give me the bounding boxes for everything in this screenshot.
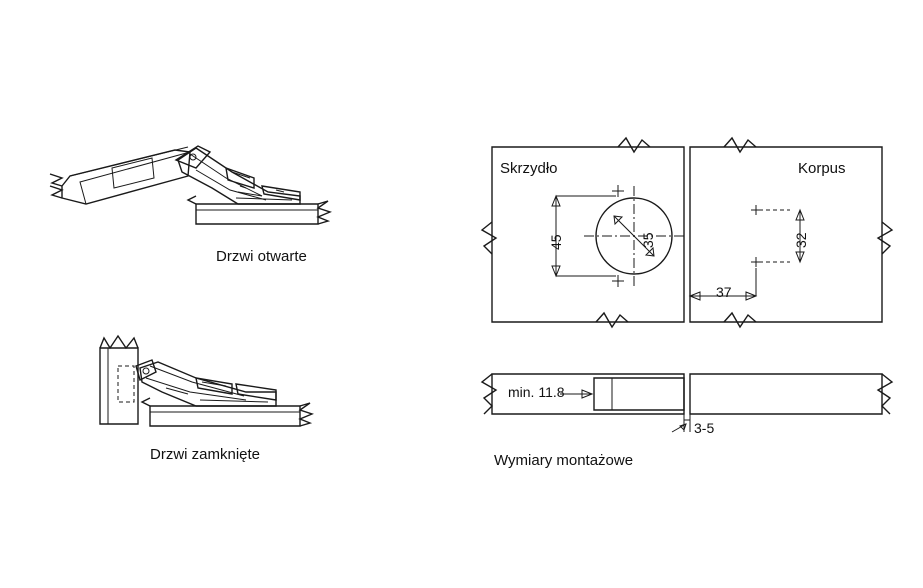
mounting-dimensions-view [482, 374, 892, 432]
dimension-min-thickness: min. 11.8 [508, 384, 565, 400]
dimension-gap: 3-5 [694, 420, 715, 436]
dimension-45: 45 [548, 234, 564, 250]
dimension-32: 32 [793, 232, 809, 248]
open-door-illustration [50, 146, 330, 224]
dimension-37: 37 [716, 284, 732, 300]
panel-label-korpus: Korpus [798, 160, 846, 177]
closed-door-illustration [100, 336, 312, 426]
caption-door-open: Drzwi otwarte [216, 248, 307, 265]
panel-label-skrzydlo: Skrzydło [500, 160, 558, 177]
caption-door-closed: Drzwi zamknięte [150, 446, 261, 463]
dimension-35: 35 [640, 232, 656, 248]
caption-mounting-dimensions: Wymiary montażowe [494, 452, 634, 469]
